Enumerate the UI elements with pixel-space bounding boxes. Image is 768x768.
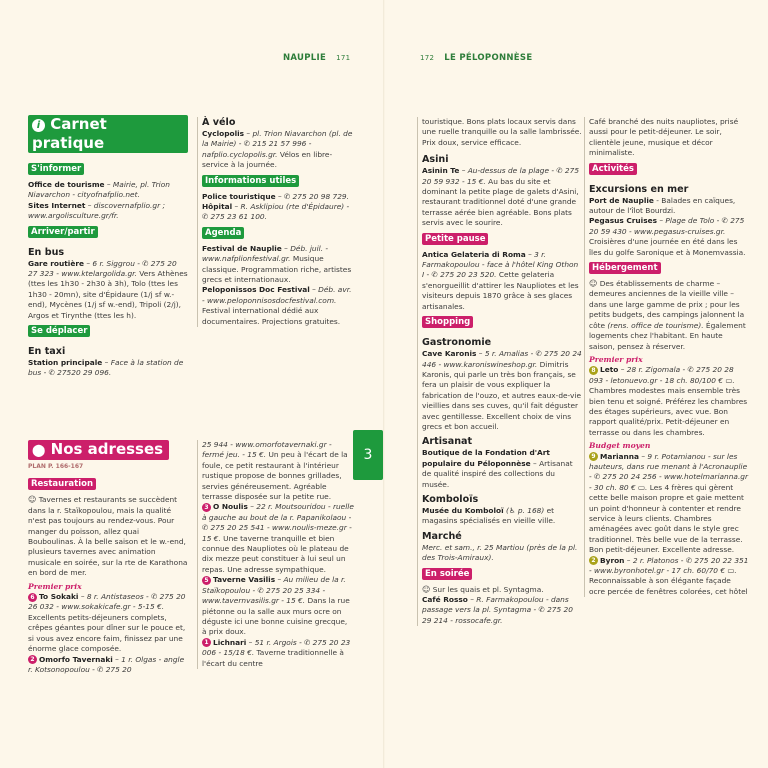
soiree-intro: ☺ Sur les quais et pl. Syntagma.	[422, 584, 544, 594]
tag-restauration: Restauration	[28, 478, 96, 490]
continued-text: Café branché des nuits naupliotes, prisé aussi pour le petit-déjeuner. Le soir, clientèle jeune, musique et décor minimaliste.	[589, 117, 739, 158]
price-category: Premier prix	[589, 354, 643, 364]
doc-festival-entry: Peloponissos Doc Festival – Déb. avr. - www.peloponnisosdocfestival.com. Festival international dédié aux documentaires. Projections gratuites.	[202, 285, 352, 326]
section-title: NAUPLIE	[283, 53, 327, 63]
tag-en-soiree: En soirée	[422, 568, 472, 580]
asinin-entry: Asinin Te – Au-dessus de la plage - ✆ 275 20 59 932 - 15 €. Au bas du site et dominant la petite plage de galets d'Asini, restaurant traditionnel doté d'une grande terrasse aérée bien agréable. Bons plats servis avec le sourire.	[422, 166, 580, 228]
restaurant-entry-continued: 25 944 - www.omorfotavernaki.gr - fermé jeu. - 15 €. Un peu à l'écart de la foule, ce petit restaurant à l'intérieur rustique propose de bonnes grillades, servies généreusement. Agréable terrasse disposée sur la petite rue.	[202, 440, 348, 502]
hopital-entry: Hôpital – R. Asklipiou (rte d'Épidaure) - ✆ 275 23 61 100.	[202, 202, 350, 222]
smiley-icon: ☺	[28, 495, 37, 505]
tag-shopping: Shopping	[422, 316, 473, 328]
restaurant-entry: 2 Omorfo Tavernaki – 1 r. Olgas - angle r. Kotsonopoulou - ✆ 275 20	[28, 654, 185, 674]
subhead-artisanat: Artisanat	[422, 436, 473, 448]
carnet-col-2	[197, 117, 354, 327]
subhead-asini: Asini	[422, 154, 449, 166]
gelateria-entry: Antica Gelateria di Roma – 3 r. Farmakopoulou - face à l'hôtel King Othon I - ✆ 275 20 23 520. Cette gelateria s'enorgueillit d'attirer les Naupliotes et les visiteurs depuis 1870 grâce à ses glaces artisanales.	[422, 249, 579, 311]
carnet-title: i Carnet pratique	[28, 115, 188, 153]
right-page	[384, 0, 768, 768]
tag-hebergement: Hébergement	[589, 262, 661, 274]
subhead-marche: Marché	[422, 530, 462, 542]
police-entry: Police touristique – ✆ 275 20 98 729.	[202, 191, 349, 201]
restaurant-entry: 5 Taverne Vasilis – Au milieu de la r. Staïkopoulou - ✆ 275 20 25 334 - www.tavernvasilis.gr - 15 €. Dans la rue piétonne ou la salle aux murs ocre on déguste ici une bonne cuisine grecque, à prix doux.	[202, 575, 350, 637]
map-number-badge: 2	[589, 556, 598, 565]
adresses-title: ⬤ Nos adresses	[28, 440, 169, 460]
price-category: Budget moyen	[589, 441, 651, 451]
smiley-icon: ☺	[589, 279, 598, 289]
marianna-entry: 9 Marianna – 9 r. Potamianou - sur les hauteurs, dans rue menant à l'Acronauplie - ✆ 275 20 24 256 - www.hotelmarianna.gr - 30 ch. 80 € ▭. Les 4 frères qui gèrent cette belle maison propre et gaie mettent un point d'honneur à contenter et rendre service à leurs clients. Chambres aménagées avec goût dans le style grec traditionnel. Très belle vue de la terrasse. Bon petit-déjeuner. Excellente adresse.	[589, 451, 749, 555]
price-category: Premier prix	[28, 581, 82, 591]
tag-activites: Activités	[589, 163, 637, 175]
subhead-velo: À vélo	[202, 117, 236, 128]
subhead-taxi: En taxi	[28, 346, 66, 358]
byron-entry: 2 Byron – 2 r. Platonos - ✆ 275 20 22 351 - www.byronhotel.gr - 17 ch. 60/70 € ▭. Reconnaissable à son élégante façade ocre percée de fenêtres colorées, cet hôtel	[589, 555, 749, 596]
station-entry: Station principale – Face à la station de bus - ✆ 27520 29 096.	[28, 358, 184, 378]
musee-entry: Musée du Komboloï (♿ p. 168) et magasins spécialisés en vieille ville.	[422, 505, 556, 526]
marche-entry: Merc. et sam., r. 25 Martiou (près de la pl. des Trois-Amiraux).	[422, 542, 578, 563]
tag-arriver: Arriver/partir	[28, 226, 98, 238]
cyclopolis-entry: Cyclopolis – pl. Trion Niavarchon (pl. de la Mairie) - ✆ 215 21 57 996 - nafplio.cyclopolis.gr. Vélos en libre-service à la journée.	[202, 129, 353, 170]
map-number-badge: 5	[202, 576, 211, 585]
subhead-excursions: Excursions en mer	[589, 183, 689, 195]
office-entry: Office de tourisme – Mairie, pl. Trion Niavarchon - cityofnafplio.net.	[28, 180, 170, 200]
section-title: LE PÉLOPONNÈSE	[444, 53, 533, 63]
map-number-badge: 3	[202, 503, 211, 512]
running-head-right	[420, 53, 532, 63]
gare-entry: Gare routière – 6 r. Siggrou - ✆ 275 20 27 323 - www.ktelargolida.gr. Vers Athènes (ttes les 1h30 - 2h30 à 3h), Tolo (ttes les 1h30 - 20mn), site d'Épidaure (1/j sf w.-end), Mycènes (1/j sf w.-end), Tripoli (2/j), Argos et Tirynthe (ttes les h).	[28, 258, 188, 320]
rosso-entry: Café Rosso – R. Farmakopoulou - dans passage vers la pl. Syntagma - ✆ 275 20 29 214 - rossocafe.gr.	[422, 595, 573, 625]
tag-sinformer: S'informer	[28, 163, 84, 175]
subhead-gastronomie: Gastronomie	[422, 337, 492, 349]
port-entry: Port de Nauplie - Balades en caïques, autour de l'îlot Bourdzi.	[589, 195, 736, 216]
subhead-bus: En bus	[28, 246, 65, 258]
restaurant-entry: 1 Lichnari – 51 r. Argois - ✆ 275 20 23 006 - 15/18 €. Taverne traditionnelle à l'écart du centre	[202, 637, 351, 668]
karonis-entry: Cave Karonis – 5 r. Amalias - ✆ 275 20 24 446 - www.karoniswineshop.gr. Dimitris Karonis, qui parle un très bon français, se fera un plaisir de vous expliquer la fabrication de l'ouzo, et autres eaux-de-vie vieillies dans ses cuves, qu'il fait déguster avec gentillesse. Excellent choix de vins grecs et bon accueil.	[422, 349, 582, 431]
subhead-kombolois: Komboloïs	[422, 493, 479, 505]
adresses-col-1	[28, 440, 188, 675]
chapter-tab: 3	[353, 430, 383, 480]
adresses-col-2	[197, 440, 354, 669]
map-number-badge: 9	[589, 452, 598, 461]
plan-reference: PLAN P. 166-167	[28, 463, 84, 470]
map-number-badge: 8	[589, 366, 598, 375]
info-icon: i	[32, 119, 45, 132]
page-number: 172	[420, 54, 435, 62]
tag-petite-pause: Petite pause	[422, 233, 488, 245]
map-number-badge: 1	[202, 638, 211, 647]
sites-entry: Sites Internet – discovernafplio.gr ; www.argolisculture.gr/fr.	[28, 200, 165, 221]
map-number-badge: 6	[28, 593, 37, 602]
map-number-badge: 2	[28, 655, 37, 664]
continued-text: touristique. Bons plats locaux servis dans une ruelle tranquille ou la salle lambrissée. Prix doux, service efficace.	[422, 117, 582, 147]
tag-infos: Informations utiles	[202, 175, 299, 187]
right-col-1	[417, 117, 582, 626]
hebergement-intro: ☺ Des établissements de charme – demeures anciennes de la vieille ville – dans une large gamme de prix ; pour les petits budgets, des campings jalonnent la côte (rens. office de tourisme). Également logements chez l'habitant. En haute saison, pensez à réserver.	[589, 279, 746, 351]
carnet-col-1	[28, 115, 188, 379]
restauration-intro: ☺ Tavernes et restaurants se succèdent dans la r. Staïkopoulou, mais la qualité n'est pas toujours au rendez-vous. Pour manger du poisson, allez quai Bouboulinas. À la belle saison et le w.-end, plusieurs tavernes avec animation musicale en soirée, sur la rte de Karathona en bord de mer.	[28, 495, 188, 578]
map-pin-icon: ⬤	[32, 443, 46, 457]
page-number: 171	[336, 54, 351, 62]
restaurant-entry: 3 O Noulis – 22 r. Moutsouridou - ruelle à gauche au bout de la r. Papanikolaou - ✆ 275 20 25 541 - www.noulis-meze.gr - 15 €. Une taverne tranquille et bien connue des Naupliotes où le plateau de dix mezze peut constituer à lui seul un repas. Une adresse sympathique.	[202, 502, 354, 574]
restaurant-entry: 6 To Sokaki – 8 r. Antistaseos - ✆ 275 20 26 032 - www.sokakicafe.gr - 5-15 €. Excellents petits-déjeuners complets, crêpes géantes pour dîner sur le pouce et, si vous avez encore faim, finissez par une énorme glace composée.	[28, 592, 186, 654]
festival-nauplie-entry: Festival de Nauplie – Déb. juil. - www.nafplionfestival.gr. Musique classique. Programmation riche, artistes grecs et internationaux.	[202, 243, 352, 285]
running-head-left	[283, 53, 360, 63]
pegasus-entry: Pegasus Cruises – Plage de Tolo - ✆ 275 20 59 430 - www.pegasus-cruises.gr. Croisières d'une journée en été dans les îles du golfe Saronique et à Monemvassia.	[589, 216, 746, 257]
boutique-entry: Boutique de la Fondation d'Art populaire du Péloponnèse – Artisanat de qualité inspiré des collections du musée.	[422, 448, 573, 489]
right-col-2	[584, 117, 749, 597]
tag-agenda: Agenda	[202, 227, 244, 239]
leto-entry: 8 Leto – 28 r. Zigomala - ✆ 275 20 28 093 - letonuevo.gr - 18 ch. 80/100 € ▭. Chambres modestes mais ensemble très bien tenu et soigné. Préférez les chambres des étages supérieurs, avec vue. Bon rapport qualité/prix. Petit-déjeuner en terrasse ou dans les chambres.	[589, 365, 748, 437]
tag-deplacer: Se déplacer	[28, 325, 90, 337]
smiley-icon: ☺	[422, 584, 431, 594]
